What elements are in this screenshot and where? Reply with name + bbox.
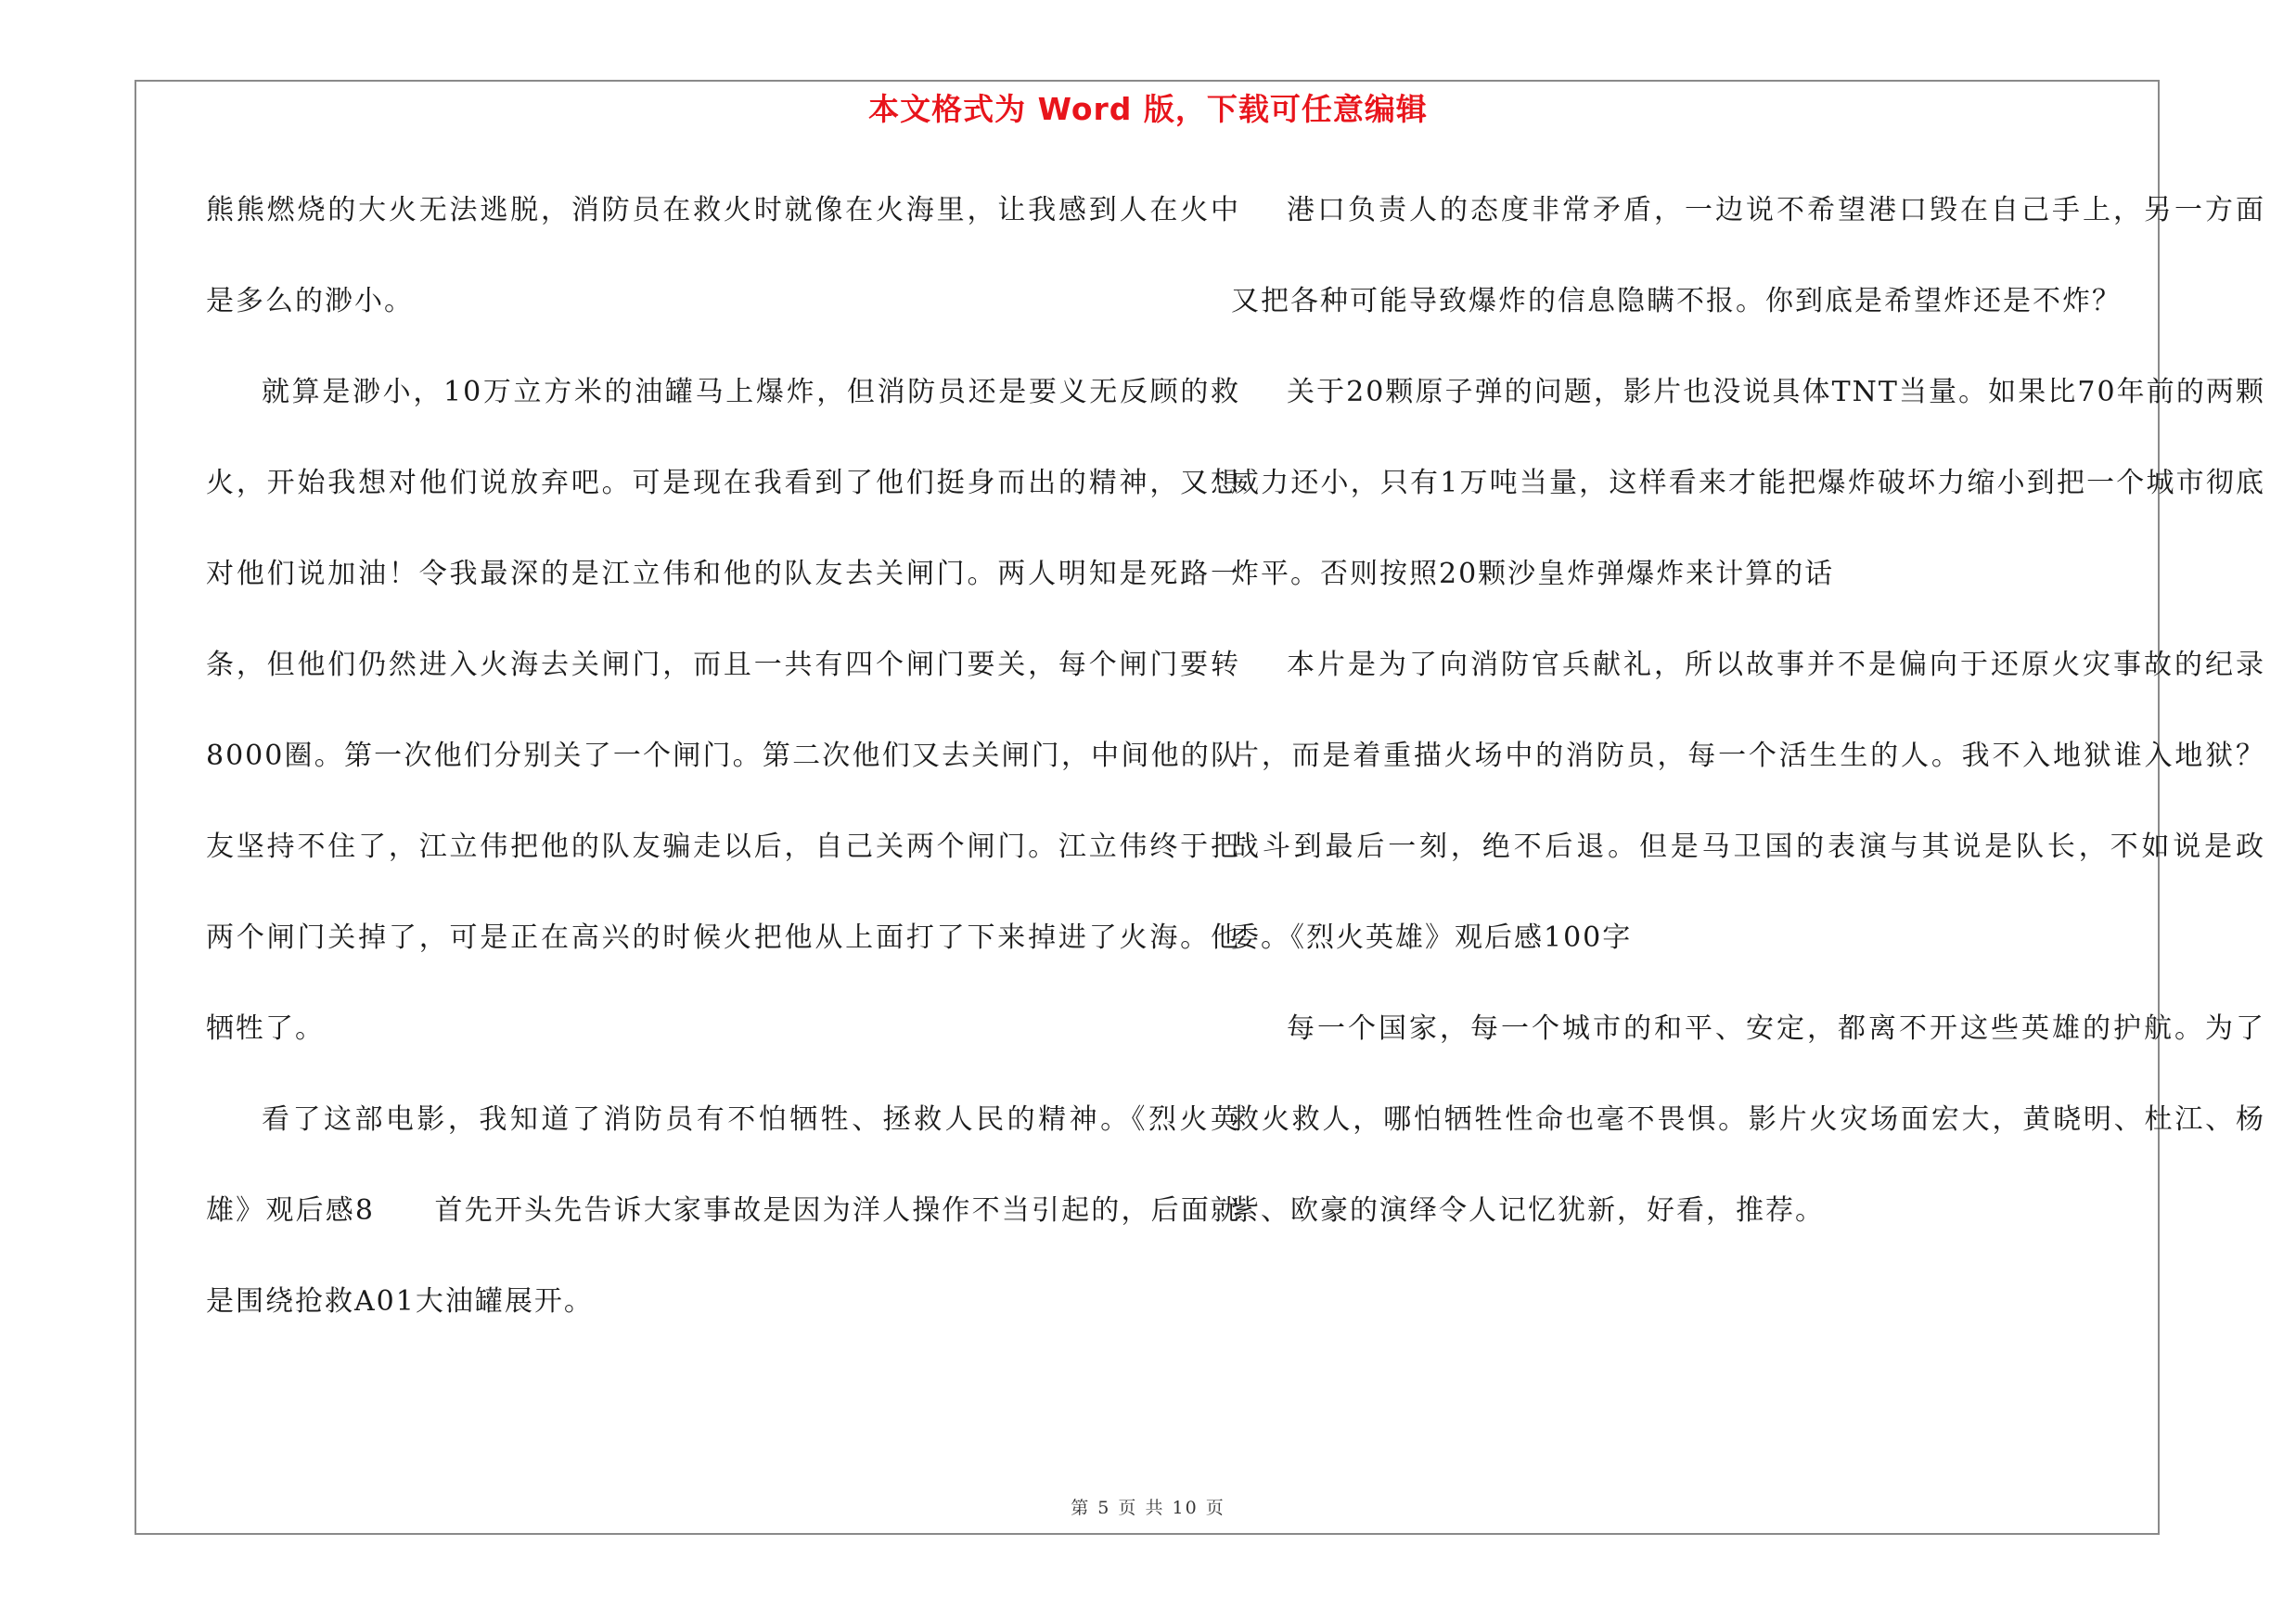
paragraph: 看了这部电影，我知道了消防员有不怕牺牲、拯救人民的精神。《烈火英雄》观后感8 首先开头先告诉大家事故是因为洋人操作不当引起的，后面就是围绕抢救A01大油罐展开。 bbox=[206, 1103, 1240, 1318]
paragraph: 本片是为了向消防官兵献礼，所以故事并不是偏向于还原火灾事故的纪录片，而是着重描火场中的消防员，每一个活生生的人。我不入地狱谁入地狱？战斗到最后一刻，绝不后退。但是马卫国的表演与其说是队长，不如说是政委。《烈火英雄》观后感100字 bbox=[1231, 649, 2265, 954]
paragraph: 就算是渺小，10万立方米的油罐马上爆炸，但消防员还是要义无反顾的救火，开始我想对他们说放弃吧。可是现在我看到了他们挺身而出的精神，又想对他们说加油！令我最深的是江立伟和他的队友去关闸门。两人明知是死路一条，但他们仍然进入火海去关闸门，而且一共有四个闸门要关，每个闸门要转8000圈。第一次他们分别关了一个闸门。第二次他们又去关闸门，中间他的队友坚持不住了，江立伟把他的队友骗走以后，自己关两个闸门。江立伟终于把两个闸门关掉了，可是正在高兴的时候火把他从上面打了下来掉进了火海。他牺牲了。 bbox=[206, 376, 1240, 1045]
left-column bbox=[206, 165, 1240, 1347]
paragraph: 港口负责人的态度非常矛盾，一边说不希望港口毁在自己手上，另一方面又把各种可能导致爆炸的信息隐瞒不报。你到底是希望炸还是不炸？ bbox=[1231, 194, 2265, 317]
right-column bbox=[1231, 165, 2265, 1256]
page-number-footer: 第 5 页 共 10 页 bbox=[1071, 1498, 1225, 1518]
paragraph: 每一个国家，每一个城市的和平、安定，都离不开这些英雄的护航。为了救火救人，哪怕牺牲性命也毫不畏惧。影片火灾场面宏大，黄晓明、杜江、杨紫、欧豪的演绎令人记忆犹新，好看，推荐。 bbox=[1231, 1012, 2265, 1227]
word-format-banner: 本文格式为 Word 版，下载可任意编辑 bbox=[868, 91, 1428, 127]
paragraph: 熊熊燃烧的大火无法逃脱，消防员在救火时就像在火海里，让我感到人在火中是多么的渺小。 bbox=[206, 194, 1240, 317]
paragraph: 关于20颗原子弹的问题，影片也没说具体TNT当量。如果比70年前的两颗威力还小，只有1万吨当量，这样看来才能把爆炸破坏力缩小到把一个城市彻底炸平。否则按照20颗沙皇炸弹爆炸来计算的话 bbox=[1231, 376, 2265, 590]
